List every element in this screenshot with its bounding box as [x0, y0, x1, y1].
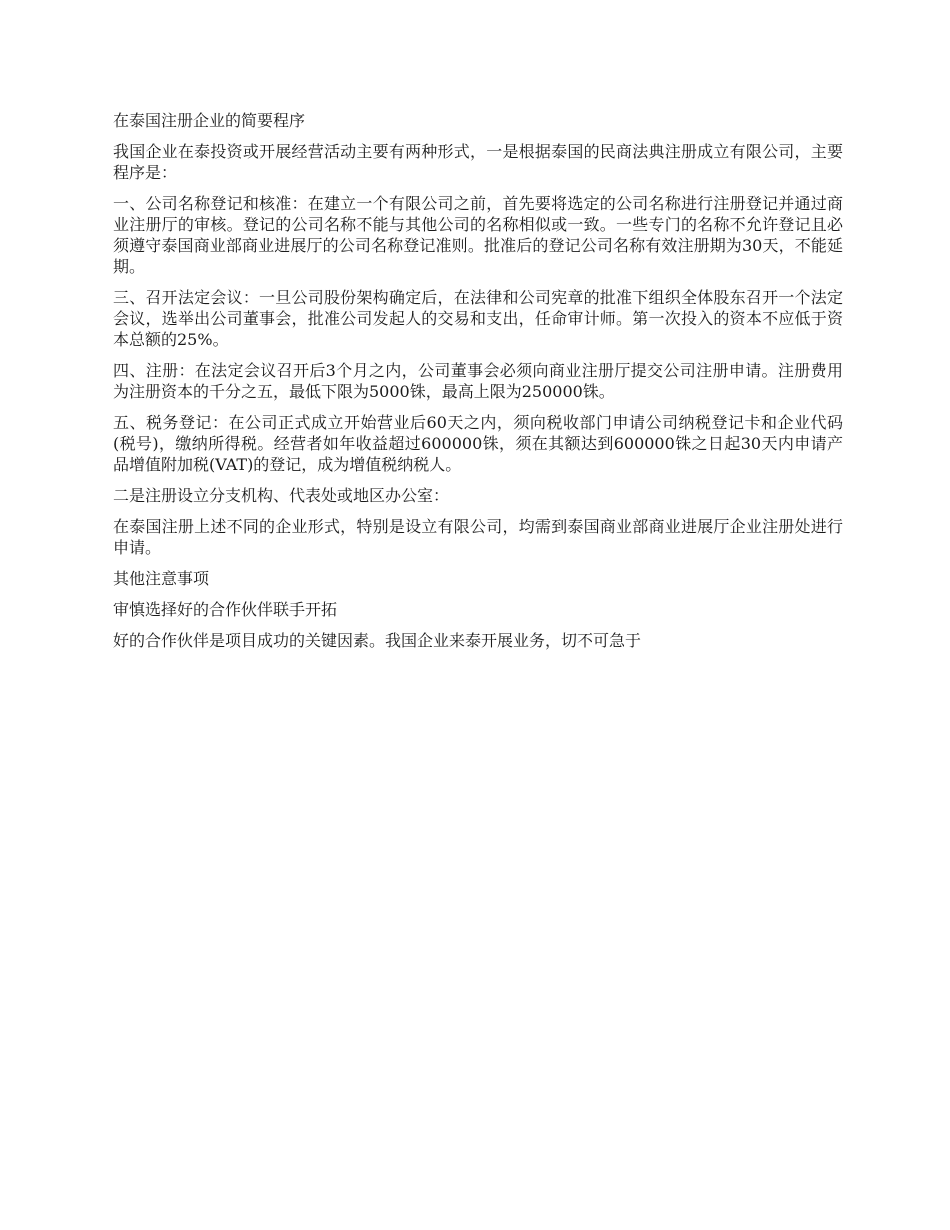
- step-statutory-meeting-paragraph: 三、召开法定会议：一旦公司股份架构确定后，在法律和公司宪章的批准下组织全体股东召开一个法定会议，选举出公司董事会，批准公司发起人的交易和支出，任命审计师。第一次投入的资本不应低于资本总额的25%。: [113, 288, 843, 349]
- step-tax-registration-paragraph: 五、税务登记：在公司正式成立开始营业后60天之内，须向税收部门申请公司纳税登记卡和企业代码(税号)，缴纳所得税。经营者如年收益超过600000铢，须在其额达到600000铢之日起30天内申请产品增值附加税(VAT)的登记，成为增值税纳税人。: [113, 413, 843, 474]
- document-title: 在泰国注册企业的简要程序: [113, 111, 306, 130]
- branch-office-heading: 二是注册设立分支机构、代表处或地区办公室：: [113, 486, 450, 505]
- other-notes-heading: 其他注意事项: [113, 569, 210, 588]
- partner-selection-heading: 审慎选择好的合作伙伴联手开拓: [113, 600, 338, 619]
- partner-paragraph: 好的合作伙伴是项目成功的关键因素。我国企业来泰开展业务，切不可急于: [113, 631, 642, 650]
- registration-location-paragraph: 在泰国注册上述不同的企业形式，特别是设立有限公司，均需到泰国商业部商业进展厅企业注册处进行申请。: [113, 517, 843, 557]
- document-page: [113, 110, 843, 661]
- intro-paragraph: 我国企业在泰投资或开展经营活动主要有两种形式，一是根据泰国的民商法典注册成立有限公司，主要程序是：: [113, 142, 843, 182]
- step-company-name-paragraph: 一、公司名称登记和核准：在建立一个有限公司之前，首先要将选定的公司名称进行注册登记并通过商业注册厅的审核。登记的公司名称不能与其他公司的名称相似或一致。一些专门的名称不允许登记且必须遵守泰国商业部商业进展厅的公司名称登记准则。批准后的登记公司名称有效注册期为30天，不能延期。: [113, 194, 843, 276]
- step-registration-paragraph: 四、注册：在法定会议召开后3个月之内，公司董事会必须向商业注册厅提交公司注册申请。注册费用为注册资本的千分之五，最低下限为5000铢，最高上限为250000铢。: [113, 361, 843, 401]
